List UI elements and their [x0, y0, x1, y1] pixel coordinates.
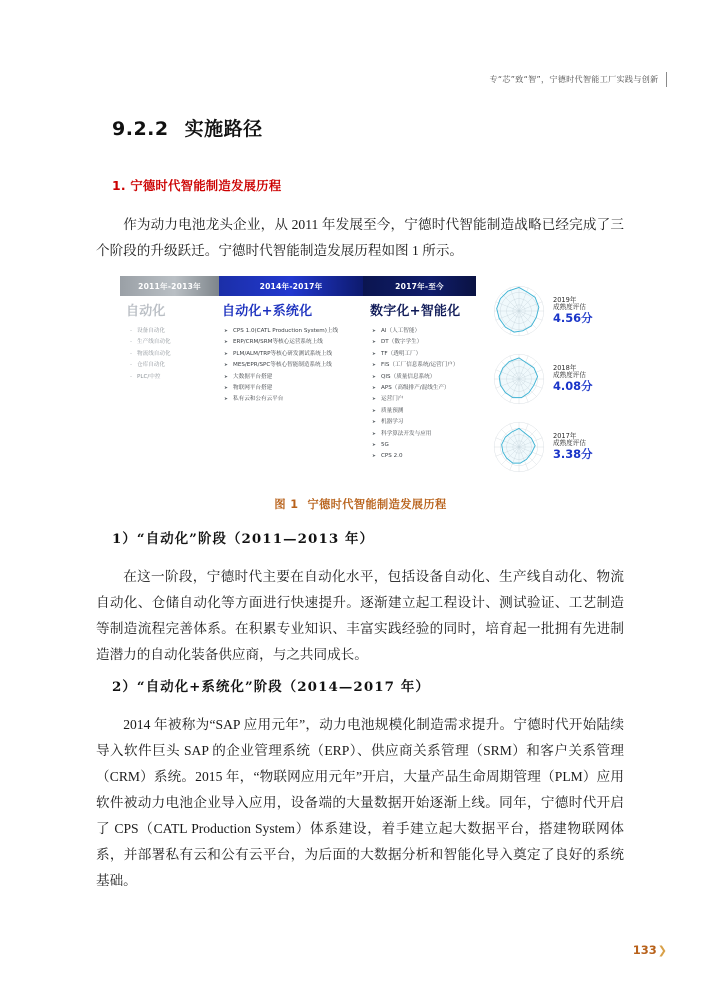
timeline-band-2: 2014年-2017年 [219, 276, 363, 296]
column-title-1: 自动化 [126, 304, 166, 319]
column-title-3: 数字化+智能化 [370, 304, 461, 319]
list-item: ➤ AI（人工智能） [370, 326, 480, 337]
list-item: - PLC/中控 [126, 372, 219, 383]
figure-column-digitalization [367, 300, 480, 463]
column-list-3 [370, 326, 480, 463]
figure-column-automation [120, 300, 219, 463]
numbered-heading-1: 1）“自动化”阶段（2011—2013 年） [112, 531, 375, 547]
radar-meta-2018 [553, 365, 593, 394]
radar-score: 4.56分 [553, 311, 593, 326]
body-paragraph-3: 2014 年被称为“SAP 应用元年”，动力电池规模化制造需求提升。宁德时代开始陆续导入软件巨头 SAP 的企业管理系统（ERP）、供应商关系管理（SRM）和客户关系管理（CRM）系统。2015 年，“物联网应用元年”开启，大量产品生命周期管理（PLM）应用软件被动力电池企业导入应用，设备端的大量数据开始逐渐上线。同年，宁德时代开启了 CPS（CATL Production System）体系建设，着手建立起大数据平台，搭建物联网体系，并部署私有云和公有云平台，为后面的大数据分析和智能化导入奠定了良好的系统基础。 [96, 717, 624, 888]
figure-timeline [120, 276, 476, 296]
radar-year: 2019年 [553, 295, 577, 304]
radar-year: 2018年 [553, 363, 577, 372]
section-heading [112, 114, 263, 141]
list-item: ➤ DT（数字学生） [370, 337, 480, 348]
running-header-title: 专“芯”致“智”，宁德时代智能工厂实践与创新 [489, 74, 659, 84]
list-item: ➤ CPS 1.0(CATL Production System)上线 [222, 326, 367, 337]
figure-columns [120, 300, 480, 463]
figure-column-systemization [219, 300, 367, 463]
page-number-value: 133 [632, 943, 657, 957]
radar-row-2019 [488, 278, 608, 344]
list-item: ➤ 科学算法开发与应用 [370, 429, 480, 440]
radar-meta-2019 [553, 297, 593, 326]
list-item: - 物流线自动化 [126, 349, 219, 360]
list-item: ➤ 机器学习 [370, 417, 480, 428]
timeline-band-3: 2017年-至今 [363, 276, 476, 296]
figure-roadmap [120, 276, 608, 484]
radar-label: 成熟度评估 [553, 303, 586, 312]
list-item: - 仓库自动化 [126, 360, 219, 371]
list-item: ➤ ERP/CRM/SRM等核心运营系统上线 [222, 337, 367, 348]
column-list-1 [126, 326, 219, 383]
radar-chart-icon [488, 416, 550, 478]
column-list-2 [222, 326, 367, 406]
list-item: ➤ 运营门户 [370, 394, 480, 405]
radar-label: 成熟度评估 [553, 371, 586, 380]
section-title: 实施路径 [184, 118, 263, 140]
list-item: ➤ MES/EPR/SPC等核心智能制造系统上线 [222, 360, 367, 371]
figure-caption [0, 496, 721, 512]
numbered-heading-2: 2）“自动化+系统化”阶段（2014—2017 年） [112, 679, 430, 695]
list-item: ➤ FIS（工厂信息系统/运营门户） [370, 360, 480, 371]
list-item: ➤ QIS（质量信息系统） [370, 372, 480, 383]
list-item: ➤ 5G [370, 440, 480, 451]
running-header [489, 72, 667, 87]
list-item: ➤ 私有云和公有云平台 [222, 394, 367, 405]
column-title-2: 自动化+系统化 [222, 304, 313, 319]
radar-label: 成熟度评估 [553, 439, 586, 448]
radar-meta-2017 [553, 433, 593, 462]
timeline-band-1: 2011年-2013年 [120, 276, 219, 296]
figure-caption-title: 宁德时代智能制造发展历程 [307, 498, 447, 511]
radar-chart-icon [488, 348, 550, 410]
radar-score: 3.38分 [553, 447, 593, 462]
list-item: ➤ 质量预测 [370, 406, 480, 417]
red-subheading: 1. 宁德时代智能制造发展历程 [112, 178, 282, 193]
list-item: - 生产线自动化 [126, 337, 219, 348]
section-number: 9.2.2 [112, 118, 169, 140]
body-paragraph-1: 作为动力电池龙头企业，从 2011 年发展至今，宁德时代智能制造战略已经完成了三个阶段的升级跃迁。宁德时代智能制造发展历程如图 1 所示。 [96, 217, 624, 258]
list-item: ➤ APS（高级排产/混线生产） [370, 383, 480, 394]
maturity-radar-panel [488, 276, 608, 484]
radar-chart-icon [488, 280, 550, 342]
chevron-right-icon: ❯ [657, 944, 667, 957]
radar-row-2018 [488, 346, 608, 412]
figure-caption-label: 图 1 [274, 498, 299, 511]
body-paragraph-2: 在这一阶段，宁德时代主要在自动化水平，包括设备自动化、生产线自动化、物流自动化、仓储自动化等方面进行快速提升。逐渐建立起工程设计、测试验证、工艺制造等制造流程完善体系。在积累专业知识、丰富实践经验的同时，培育起一批拥有先进制造潜力的自动化装备供应商，与之共同成长。 [96, 569, 624, 662]
radar-year: 2017年 [553, 431, 577, 440]
list-item: - 设备自动化 [126, 326, 219, 337]
list-item: ➤ 物联网平台搭建 [222, 383, 367, 394]
page-number [633, 943, 667, 957]
list-item: ➤ 大数据平台搭建 [222, 372, 367, 383]
radar-row-2017 [488, 414, 608, 480]
running-header-rule [666, 72, 668, 87]
radar-score: 4.08分 [553, 379, 593, 394]
list-item: ➤ TF（透明工厂） [370, 349, 480, 360]
list-item: ➤ CPS 2.0 [370, 451, 480, 462]
list-item: ➤ PLM/ALM/TRP等核心研发测试系统上线 [222, 349, 367, 360]
